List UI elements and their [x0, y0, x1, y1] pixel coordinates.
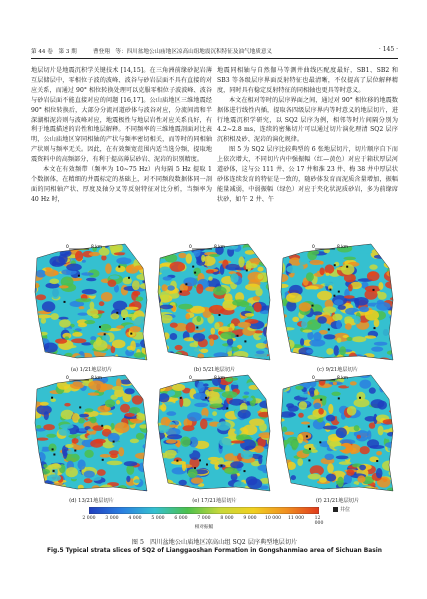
panel-label-b: (b) 5/21地层切片 — [193, 367, 236, 373]
well-marker — [118, 266, 120, 268]
scale-bar-zero: 0 — [66, 376, 69, 381]
scale-bar-distance: 8 km — [337, 376, 349, 381]
well-marker — [51, 397, 53, 399]
figure-caption-en: Fig.5 Typical strata slices of SQ2 of Lianggaoshan Formation in Gongshanmiao area of Sichuan Basin — [47, 548, 382, 554]
strata-slice-panel-d — [31, 373, 152, 495]
colorbar-tick-label: 9 000 — [243, 516, 257, 521]
colorbar-tick-label: 2 000 — [82, 516, 96, 521]
colorbar-title: 相对振幅 — [194, 525, 214, 530]
scale-bar-zero: 0 — [312, 245, 315, 250]
strata-slice-panel-a — [31, 242, 152, 364]
scale-bar-distance: 8 km — [91, 376, 103, 381]
well-marker — [206, 464, 208, 466]
well-marker — [237, 335, 239, 337]
strata-slice-panel-f — [277, 373, 398, 495]
strata-slice-panel-c — [277, 242, 398, 364]
header-rule — [31, 58, 398, 59]
well-marker — [244, 340, 246, 342]
panel-label-d: (d) 13/21地层切片 — [69, 498, 114, 504]
scale-bar-zero: 0 — [189, 245, 192, 250]
well-marker — [52, 448, 54, 450]
well-marker — [320, 399, 322, 401]
well-marker — [329, 289, 331, 291]
slice-map — [277, 373, 398, 495]
strata-slice-panel-b — [154, 242, 275, 364]
well-marker — [346, 266, 348, 268]
well-marker — [312, 305, 314, 307]
well-marker — [308, 459, 310, 461]
colorbar-tick-label: 8 000 — [220, 516, 234, 521]
well-marker — [64, 301, 66, 303]
panel-label-f: (f) 21/21地层切片 — [315, 498, 360, 504]
paragraph: 本文在有效频带（频率为 10~75 Hz）内每隔 5 Hz 提取 1 个数据体，在精细的井震标定的基础上，对不同频段数据体同一剖面的同相轴产状、厚度及轴分叉等反射特征对比分析，当频率为 40 Hz 时， — [31, 166, 212, 203]
well-marker — [246, 269, 248, 271]
well-marker — [130, 333, 132, 335]
paragraph: 地震同相轴与自然伽马等测井曲线匹配度最好，SB1、SB2 和 SB3 等各级层序界面反射特征也最清晰，不仅提高了层位解释精度，同时具有稳定反射特征的同相轴也更具等时意义。 — [217, 67, 398, 94]
colorbar-tick-label: 3 000 — [105, 516, 119, 521]
colorbar-tick-label: 10 000 — [264, 516, 282, 521]
slice-map — [154, 373, 275, 495]
slice-map — [277, 242, 398, 364]
colorbar-tick-label: 12 000 — [314, 516, 324, 526]
well-marker — [219, 314, 221, 316]
page-number: · 145 · — [378, 46, 398, 53]
well-marker — [328, 329, 330, 331]
colorbar-tick-label: 6 000 — [174, 516, 188, 521]
panel-label-a: (a) 1/21地层切片 — [70, 367, 113, 373]
well-marker — [333, 295, 335, 297]
well-marker — [374, 327, 376, 329]
well-marker — [194, 272, 196, 274]
running-title: 曹登翔 等：四川盆地公山庙地区凉高山组地震沉积特征及油气地质意义 — [93, 49, 273, 55]
scale-bar-distance: 8 km — [337, 245, 349, 250]
slice-map — [154, 242, 275, 364]
running-header — [31, 45, 398, 57]
colorbar-tick-label: 7 000 — [197, 516, 211, 521]
well-marker — [74, 450, 76, 452]
well-marker — [221, 465, 223, 467]
well-marker — [338, 291, 340, 293]
journal-volume-issue: 第 44 卷 第 3 期 — [31, 49, 77, 55]
well-marker — [176, 460, 178, 462]
well-legend — [333, 506, 350, 513]
panel-label-c: (c) 9/21地层切片 — [316, 367, 358, 373]
slice-map — [31, 242, 152, 364]
scale-bar-zero: 0 — [189, 376, 192, 381]
scale-bar-zero: 0 — [312, 376, 315, 381]
well-marker — [53, 454, 55, 456]
paragraph: 地层切片是地震沉积学关键技术 [14,15]。在三角洲前缘砂泥岩薄互层储层中，零相位子波的波峰、波谷与砂岩层面不具有直接的对应关系，而通过 90° 相位转换处理可以克服零相位子波波峰、波谷与砂岩层面不能直接对应的问题 [16,17]。公山庙地区三维地震经 90° 相位转换后，大部分分流河道砂体与波谷对应，分流间湾和半深湖相泥岩则与波峰对应，地震极性与地层岩性对应关系良好，有利于地震描述的岩性和地层解释。不同频率的三维地震剖面对比表明，公山庙地区穿同相轴的产状与频率密切相关，而等时的同相轴产状则与频率无关。因此，在有效频宽范围内适当选分频，提取地震资料中的高频部分，有利于提高薄层砂岩、泥岩的识别精度。 — [31, 67, 212, 164]
well-marker — [359, 397, 361, 399]
well-marker — [99, 326, 101, 328]
left-column — [31, 66, 212, 205]
scale-bar-distance: 8 km — [214, 245, 226, 250]
well-marker — [128, 277, 130, 279]
well-marker — [373, 289, 375, 291]
well-marker — [180, 291, 182, 293]
well-marker — [309, 448, 311, 450]
well-marker — [192, 266, 194, 268]
well-marker — [185, 283, 187, 285]
colorbar-tick-label: 5 000 — [151, 516, 165, 521]
panel-label-e: (e) 17/21地层切片 — [192, 498, 237, 504]
colorbar-tick-label: 4 000 — [128, 516, 142, 521]
scale-bar-zero: 0 — [66, 245, 69, 250]
well-marker — [226, 407, 228, 409]
paragraph: 本文在相对等时的层序界面之间，通过对 90° 相位移的地震数据体进行线性内插，提取各四级层序界内等时意义的地层切片，进行地震沉积学研究，以 SQ2 层序为例，相邻等时片间隔分别为 4.2~2.8 ms，连续的密集切片可以通过切片演化理清 SQ2 层序沉积相及砂、泥岩的演化规律。 — [217, 96, 398, 144]
well-marker — [196, 327, 198, 329]
amplitude-colorbar — [89, 507, 319, 514]
well-marker — [306, 435, 308, 437]
well-marker — [101, 425, 103, 427]
strata-slice-panel-e — [154, 373, 275, 495]
well-marker — [113, 441, 115, 443]
well-marker — [376, 460, 378, 462]
scale-bar-distance: 8 km — [214, 376, 226, 381]
well-marker — [123, 318, 125, 320]
well-marker — [199, 459, 201, 461]
well-marker — [78, 275, 80, 277]
well-marker — [180, 397, 182, 399]
well-marker-icon — [333, 507, 338, 512]
paragraph: 图 5 为 SQ2 层序比较典型的 6 张地层切片，切片顺序自下而上依次增大，不同切片内中强振幅（红—黄色）对应于箱状厚层河道砂体，这与公 111 井、公 17 井和淮 23 井、梅 38 井中厚层状砂体连续发育的特征是一致的，随砂体发育而泥质含量增加，振幅能量减弱，中弱振幅（绿色）对应于夹化状泥质砂岩，多为前缘席状砂，如午 2 井、午 — [217, 146, 398, 203]
well-marker — [53, 470, 55, 472]
colorbar-ticks — [82, 516, 324, 526]
well-marker — [319, 441, 321, 443]
well-legend-label: 井位 — [340, 507, 351, 513]
figure-caption-zh: 图 5 四川盆地公山庙地区凉高山组 SQ2 层序典型地层切片 — [131, 539, 298, 546]
well-marker — [205, 397, 207, 399]
well-marker — [308, 426, 310, 428]
well-marker — [116, 312, 118, 314]
well-marker — [194, 467, 196, 469]
well-marker — [102, 459, 104, 461]
scale-bar-distance: 8 km — [91, 245, 103, 250]
well-marker — [79, 406, 81, 408]
well-marker — [244, 470, 246, 472]
right-column — [217, 66, 398, 205]
colorbar-tick-label: 11 000 — [287, 516, 305, 521]
well-marker — [104, 333, 106, 335]
slice-map — [31, 373, 152, 495]
well-marker — [334, 264, 336, 266]
well-marker — [338, 397, 340, 399]
